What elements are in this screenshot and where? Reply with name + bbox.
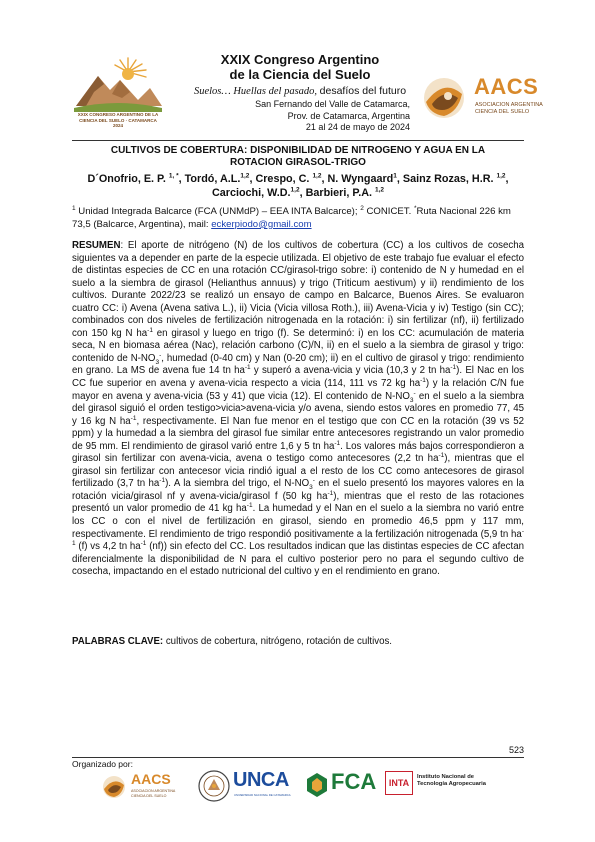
congress-logo-text: XXIX CONGRESO ARGENTINO DE LA CIENCIA DEL SUELO · CATAMARCA 2024: [77, 112, 159, 128]
inta-name: [417, 774, 486, 789]
organizer-logos: [100, 767, 520, 807]
aacs-subtitle-line1: ASOCIACION ARGENTINA: [475, 102, 543, 108]
footer-divider: [72, 757, 524, 758]
abstract-sup: -1: [327, 489, 334, 497]
abstract-text: , humedad (0-40 cm) y Nan (0-20 cm); ii) en el cultivo de girasol y trigo: rendimiento en grano. La MS de avena fue 14 tn ha: [72, 352, 524, 377]
congress-tagline: [175, 84, 425, 99]
aacs-acronym: AACS: [474, 74, 539, 99]
footer-aacs-subtitle: [131, 789, 175, 798]
abstract-sup: -1: [450, 364, 457, 372]
page-number: 523: [508, 745, 524, 755]
affil-star: *: [413, 204, 417, 212]
unca-logo: [233, 769, 299, 803]
abstract: [72, 240, 524, 579]
author-affil-sup: 1, *: [168, 172, 179, 180]
affiliations: [72, 206, 524, 232]
abstract-text: (nf)) sin efecto del CC. Los resultados indican que las distintas especies de CC afectan diferencialmente la disponibilidad de N para el cultivo posterior pero no para el segundo cultivo de cosecha, impactando en el estado nutricional del cultivo y en el rendimiento en grano.: [72, 541, 524, 578]
affil-sup: 2: [360, 204, 364, 212]
affil-address: Ruta Nacional 226 km 73,5 (Balcarce, Argentina), mail:: [72, 206, 511, 230]
affil-text: CONICET.: [366, 206, 412, 217]
aacs-subtitle: [475, 102, 543, 116]
abstract-text: : El aporte de nitrógeno (N) de los cultivos de cobertura (CC) a los cultivos de cosecha siguientes va a depender en parte de la especie utilizada. El objetivo de este trabajo fue evaluar el efecto de distintas especies de CC en una rotación CC/girasol-trigo sobre: i) contenido de N y humedad en el suelo a la siembra de girasol (Helianthus annuus) y trigo (Triticum aestivum) y ii) rendimiento de los cultivos. Durante 2022/23 se realizó un ensayo de campo en Balcarce, Buenos Aires. Se evaluaron cuatro CC: i) Avena (Avena sativa L.), ii) Vicia (Vicia villosa Roth.), iii) Avena-Vicia y iv) Testigo (sin CC); combinados con dos niveles de fertilización nitrogenada en la rotación: i) sin fertilizar (nf), ii) fertilizado con 150 kg N ha: [72, 240, 524, 339]
abstract-text: (f) vs 4,2 tn ha: [75, 541, 141, 553]
abstract-label: RESUMEN: [72, 240, 121, 251]
abstract-text: ). A la siembra del trigo, el N-NO: [165, 478, 310, 490]
abstract-sub: 3: [409, 396, 414, 404]
abstract-sup: -1: [244, 364, 251, 372]
author-affil-sup: 1: [393, 172, 397, 180]
aacs-emblem-icon: [100, 773, 128, 801]
aacs-emblem-icon: [418, 72, 470, 124]
footer-aacs-subtitle-line2: CIENCIA DEL SUELO: [131, 793, 167, 798]
author: Barbieri, P.A.: [305, 186, 372, 199]
author-affil-sup: 1,2: [312, 172, 322, 180]
place-line2: Prov. de Catamarca, Argentina: [287, 110, 410, 121]
abstract-sup: -1: [420, 376, 426, 384]
contact-email-link[interactable]: eckerpiodo@gmail.com: [211, 218, 312, 230]
footer-aacs-acronym: AACS: [131, 771, 171, 787]
affil-text: Unidad Integrada Balcarce (FCA (UNMdP) – EEA INTA Balcarce);: [78, 206, 358, 217]
abstract-text: en el suelo presentó los mayores valores en la rotación vicia/girasol nf y avena-vicia/girasol f (50 kg ha: [72, 478, 524, 502]
paper-title-line1: CULTIVOS DE COBERTURA: DISPONIBILIDAD DE NITROGENO Y AGUA EN LA: [110, 145, 486, 156]
abstract-sup: -: [159, 351, 162, 359]
abstract-sup: -: [413, 389, 416, 397]
header-divider: [72, 140, 524, 141]
university-seal-icon: [198, 769, 230, 803]
inta-name-line2: Tecnología Agropecuaria: [417, 781, 486, 788]
paper-title-line2: ROTACION GIRASOL-TRIGO: [230, 157, 366, 168]
keywords: [72, 636, 524, 649]
abstract-sup: -1: [147, 326, 153, 334]
abstract-sup: -1: [334, 439, 341, 447]
keywords-text: cultivos de cobertura, nitrógeno, rotación de cultivos.: [163, 636, 392, 647]
unca-subtitle: UNIVERSIDAD NACIONAL DE CATAMARCA: [234, 793, 291, 797]
abstract-sup: -1: [72, 527, 524, 547]
keywords-label: PALABRAS CLAVE:: [72, 636, 164, 647]
abstract-sub: 3: [309, 484, 313, 492]
abstract-sup: -: [312, 477, 315, 485]
author: Crespo, C.: [255, 173, 310, 185]
author-affil-sup: 1,2: [375, 185, 385, 193]
paper-title: [72, 145, 524, 169]
abstract-text: en el suelo a la siembra del girasol siguió el orden testigo>vicia>avena-vicia y/o avena, siendo estos valores en promedio 77, 45 y 16 kg N ha: [72, 390, 524, 427]
abstract-text: , respectivamente. El Nan fue menor en el testigo que con CC en la rotación (39 vs 52 ppm) y la humedad a la siembra del girasol fue similar entre antecesores registrando un valor promedio de 95 mm. El rendimiento de girasol varió entre 1,6 y 5 tn ha: [72, 415, 525, 452]
abstract-sup: -1: [159, 477, 166, 485]
author: N. Wyngaard: [327, 173, 394, 185]
abstract-text: . La humedad y el Nan en el suelo a la siembra no varió entre los CC o con el nivel de fertilización en girasol, siendo en promedio 46,5 ppm y 117 mm, respectivamente. El rendimiento de trigo respondió positivamente a la fertilización nitrogenada (5,9 tn ha: [72, 503, 524, 540]
abstract-sup: -1: [130, 414, 137, 422]
congress-title: [175, 52, 425, 67]
tagline-italic: Suelos… Huellas del pasado,: [193, 86, 318, 97]
congress-line2: de la Ciencia del Suelo: [229, 67, 371, 82]
inta-logo: [385, 771, 517, 801]
abstract-sup: -1: [246, 502, 253, 510]
inta-name-line1: Instituto Nacional de: [417, 774, 475, 780]
author-affil-sup: 1,2: [240, 172, 250, 180]
abstract-text: y superó a avena-vicia y vicia (10,3 y 2 tn ha: [250, 365, 451, 377]
author-list: D´Onofrio, E. P. $^{1, *}$, Tordó, A.L.$^{1,2}$, Crespo, C. $^{1,2}$, N. Wyngaard$^1$, Sainz Rozas, H.R. $^{1,2}$, Carciochi, W.D.$^{1,2}$, Barbieri, P.A. $^{1,2}$: [87, 172, 509, 199]
inta-mark: INTA: [385, 771, 413, 795]
author-affil-sup: 1,2: [290, 185, 300, 193]
place-line1: San Fernando del Valle de Catamarca,: [255, 99, 410, 109]
abstract-sub: 3: [155, 358, 160, 366]
abstract-text: ). El Nac en los CC fue superior en avena y avena-vicia respecto a vicia (114, 111 vs 72 kg ha: [72, 365, 524, 390]
abstract-sup: -1: [438, 452, 445, 460]
author: Carciochi, W.D.: [211, 186, 291, 199]
author: D´Onofrio, E. P.: [87, 173, 166, 185]
congress-logo: [72, 50, 164, 134]
author: Sainz Rozas, H.R.: [402, 173, 494, 185]
tagline-upright: desafíos del futuro: [319, 85, 407, 97]
abstract-text: . Los valores más bajos correspondieron a girasol sin fertilizar con avena-vicia, avena o testigo como antecesores (2,2 tn ha: [72, 440, 524, 465]
fca-wordmark: FCA: [331, 769, 377, 794]
congress-line1: Congreso Argentino: [254, 52, 380, 67]
congress-place: [215, 99, 410, 134]
abstract-text: ), mientras que el girasol sin fertilizar con antecesor vicia rindió igual a el resto de los CC como antecesores de girasol fertilizado (3,7 tn ha: [72, 453, 524, 490]
fca-logo: [305, 769, 377, 803]
footer-aacs-subtitle-line1: ASOCIACION ARGENTINA: [131, 789, 176, 793]
unca-wordmark: UNCA: [233, 769, 289, 791]
author-affil-sup: 1,2: [496, 172, 506, 180]
abstract-text: ) y la relación C/N fue mayor en avena y avena-vicia (53 y 41) que vicia (12). El contenido de N-NO: [72, 378, 524, 402]
organized-by-label: Organizado por:: [72, 759, 133, 769]
author: Tordó, A.L.: [184, 173, 241, 185]
congress-number: XXIX: [220, 52, 251, 67]
footer-aacs-logo: [100, 771, 196, 803]
abstract-sup: -1: [140, 539, 147, 547]
aacs-logo: [418, 72, 548, 124]
fca-emblem-icon: [305, 771, 329, 799]
aacs-subtitle-line2: CIENCIA DEL SUELO: [475, 109, 530, 115]
affil-sup: 1: [72, 204, 76, 212]
abstract-text: en girasol y luego en trigo (f). Se determinó: i) en los CC: acumulación de materia seca, N en biomasa aérea (Nac), relación carbono (C)/N, ii) en el suelo a la siembra de girasol y trigo: contenido de N-NO: [72, 327, 524, 364]
congress-dates: 21 al 24 de mayo de 2024: [305, 122, 410, 132]
abstract-text: ), mientras que el resto de las rotaciones presentó un valor promedio de 41 kg ha: [72, 490, 524, 515]
congress-title-block: [175, 52, 425, 99]
